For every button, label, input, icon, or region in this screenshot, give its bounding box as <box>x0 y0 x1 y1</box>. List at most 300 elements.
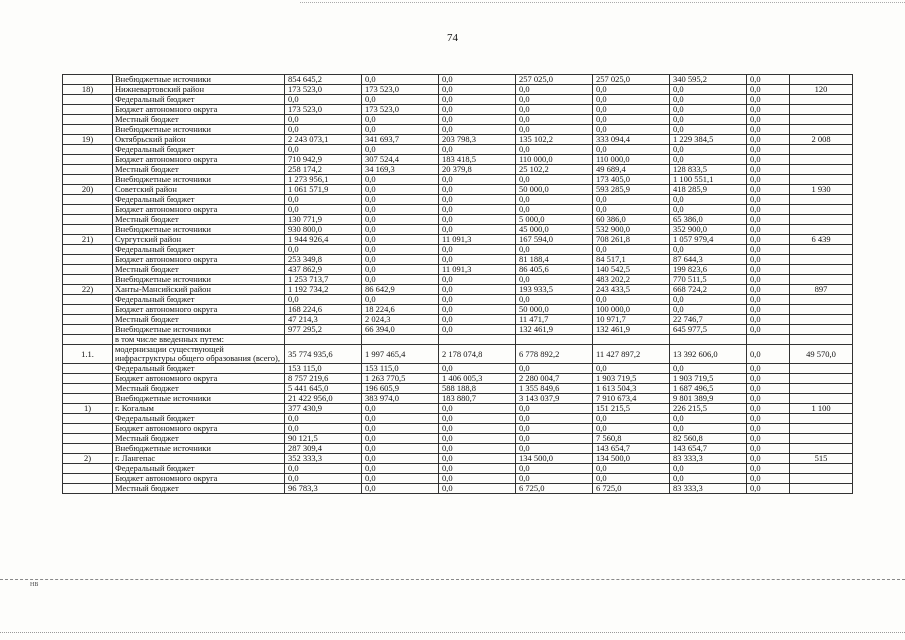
row-name: Федеральный бюджет <box>113 145 285 155</box>
row-value: 1 100 551,1 <box>670 175 747 185</box>
row-value: 0,0 <box>516 403 593 413</box>
row-value: 153 115,0 <box>362 363 439 373</box>
row-value: 5 441 645,0 <box>285 383 362 393</box>
row-value: 0,0 <box>439 115 516 125</box>
table-row <box>63 305 853 315</box>
row-value: 0,0 <box>285 423 362 433</box>
row-value: 340 595,2 <box>670 75 747 85</box>
row-code <box>63 413 113 423</box>
row-value: 0,0 <box>285 205 362 215</box>
row-value: 0,0 <box>593 105 670 115</box>
row-value: 135 102,2 <box>516 135 593 145</box>
row-value: 0,0 <box>285 115 362 125</box>
row-value: 0,0 <box>362 255 439 265</box>
row-value: 226 215,5 <box>670 403 747 413</box>
row-value: 0,0 <box>747 95 790 105</box>
table-row <box>63 185 853 195</box>
row-name: Федеральный бюджет <box>113 363 285 373</box>
row-value: 0,0 <box>516 413 593 423</box>
row-name: Местный бюджет <box>113 315 285 325</box>
row-target <box>790 245 853 255</box>
row-value: 0,0 <box>747 483 790 493</box>
row-value: 0,0 <box>516 295 593 305</box>
row-name: Внебюджетные источники <box>113 443 285 453</box>
row-value: 0,0 <box>747 215 790 225</box>
row-value: 0,0 <box>439 195 516 205</box>
row-code <box>63 165 113 175</box>
row-value: 130 771,9 <box>285 215 362 225</box>
row-code: 18) <box>63 85 113 95</box>
row-value: 0,0 <box>747 325 790 335</box>
row-target <box>790 433 853 443</box>
row-value <box>593 335 670 345</box>
row-value: 0,0 <box>747 285 790 295</box>
row-value: 0,0 <box>747 383 790 393</box>
row-code <box>63 75 113 85</box>
row-value: 20 379,8 <box>439 165 516 175</box>
row-name: Внебюджетные источники <box>113 393 285 403</box>
row-code: 1.1. <box>63 345 113 364</box>
row-value: 0,0 <box>593 145 670 155</box>
row-value: 0,0 <box>439 125 516 135</box>
row-value: 0,0 <box>362 275 439 285</box>
row-value: 0,0 <box>593 115 670 125</box>
row-value: 0,0 <box>747 403 790 413</box>
row-value: 132 461,9 <box>593 325 670 335</box>
row-value: 9 801 389,9 <box>670 393 747 403</box>
row-value: 83 333,3 <box>670 483 747 493</box>
row-value: 140 542,5 <box>593 265 670 275</box>
row-value: 1 944 926,4 <box>285 235 362 245</box>
row-target <box>790 383 853 393</box>
row-value: 0,0 <box>747 413 790 423</box>
row-code <box>63 225 113 235</box>
row-value: 1 061 571,9 <box>285 185 362 195</box>
row-value: 0,0 <box>747 305 790 315</box>
row-value: 45 000,0 <box>516 225 593 235</box>
row-target <box>790 95 853 105</box>
row-value: 0,0 <box>362 403 439 413</box>
row-value: 86 642,9 <box>362 285 439 295</box>
row-value: 11 427 897,2 <box>593 345 670 364</box>
row-value: 47 214,3 <box>285 315 362 325</box>
row-value: 0,0 <box>593 473 670 483</box>
row-value: 0,0 <box>362 205 439 215</box>
row-value: 0,0 <box>362 215 439 225</box>
row-target <box>790 165 853 175</box>
row-value: 50 000,0 <box>516 305 593 315</box>
row-value: 0,0 <box>516 423 593 433</box>
row-value: 0,0 <box>516 363 593 373</box>
row-name: Советский район <box>113 185 285 195</box>
row-name: Бюджет автономного округа <box>113 205 285 215</box>
row-value: 930 800,0 <box>285 225 362 235</box>
row-value: 0,0 <box>747 185 790 195</box>
row-value: 0,0 <box>670 115 747 125</box>
row-value: 0,0 <box>362 95 439 105</box>
row-value: 0,0 <box>362 473 439 483</box>
row-value: 1 687 496,5 <box>670 383 747 393</box>
row-code <box>63 423 113 433</box>
table-row <box>63 145 853 155</box>
row-value: 10 971,7 <box>593 315 670 325</box>
row-code <box>63 305 113 315</box>
row-value: 173 523,0 <box>285 85 362 95</box>
row-value: 0,0 <box>747 443 790 453</box>
row-name: модернизации существующей инфраструктуры общего образования (всего), <box>113 345 285 364</box>
row-value: 0,0 <box>747 85 790 95</box>
table-row <box>63 383 853 393</box>
row-value <box>285 335 362 345</box>
row-value: 0,0 <box>747 275 790 285</box>
table-row <box>63 135 853 145</box>
row-name: Внебюджетные источники <box>113 125 285 135</box>
row-value: 11 091,3 <box>439 265 516 275</box>
footer-mark: НВ <box>30 582 39 588</box>
table-row <box>63 433 853 443</box>
row-value: 0,0 <box>285 473 362 483</box>
row-value <box>516 335 593 345</box>
row-value: 173 523,0 <box>362 105 439 115</box>
row-value: 0,0 <box>362 175 439 185</box>
table-row <box>63 423 853 433</box>
row-code <box>63 155 113 165</box>
row-value: 0,0 <box>439 473 516 483</box>
row-value: 0,0 <box>670 125 747 135</box>
row-value: 645 977,5 <box>670 325 747 335</box>
row-value: 977 295,2 <box>285 325 362 335</box>
row-target: 515 <box>790 453 853 463</box>
row-value: 1 997 465,4 <box>362 345 439 364</box>
page-footer-rule <box>0 579 905 580</box>
row-name: Федеральный бюджет <box>113 413 285 423</box>
row-value: 0,0 <box>439 363 516 373</box>
row-value: 0,0 <box>439 433 516 443</box>
row-value: 34 169,3 <box>362 165 439 175</box>
row-value: 6 725,0 <box>593 483 670 493</box>
row-value: 0,0 <box>362 75 439 85</box>
row-value: 0,0 <box>439 305 516 315</box>
row-value: 437 862,9 <box>285 265 362 275</box>
row-code <box>63 105 113 115</box>
row-target <box>790 145 853 155</box>
row-value: 134 500,0 <box>593 453 670 463</box>
row-value: 0,0 <box>670 295 747 305</box>
row-code <box>63 483 113 493</box>
row-name: Федеральный бюджет <box>113 463 285 473</box>
row-value: 0,0 <box>439 75 516 85</box>
row-value: 333 094,4 <box>593 135 670 145</box>
row-code <box>63 115 113 125</box>
row-code <box>63 265 113 275</box>
row-value: 1 229 384,5 <box>670 135 747 145</box>
row-target <box>790 473 853 483</box>
row-target <box>790 115 853 125</box>
row-target <box>790 105 853 115</box>
table-row <box>63 393 853 403</box>
table-row <box>63 255 853 265</box>
row-value: 84 517,1 <box>593 255 670 265</box>
row-value: 0,0 <box>670 85 747 95</box>
row-value: 2 243 073,1 <box>285 135 362 145</box>
table-row <box>63 245 853 255</box>
table-row <box>63 413 853 423</box>
row-code <box>63 463 113 473</box>
row-code: 20) <box>63 185 113 195</box>
row-value: 18 224,6 <box>362 305 439 315</box>
row-name: Местный бюджет <box>113 483 285 493</box>
row-value: 153 115,0 <box>285 363 362 373</box>
row-value: 0,0 <box>747 315 790 325</box>
row-value: 0,0 <box>747 205 790 215</box>
row-target <box>790 363 853 373</box>
row-name: Федеральный бюджет <box>113 245 285 255</box>
row-value: 60 386,0 <box>593 215 670 225</box>
row-value: 0,0 <box>516 205 593 215</box>
row-value: 0,0 <box>439 423 516 433</box>
row-value: 0,0 <box>439 105 516 115</box>
row-value: 0,0 <box>516 245 593 255</box>
row-name: Местный бюджет <box>113 265 285 275</box>
row-name: Внебюджетные источники <box>113 225 285 235</box>
row-value: 0,0 <box>362 433 439 443</box>
row-value: 770 511,5 <box>670 275 747 285</box>
row-value: 0,0 <box>747 115 790 125</box>
row-name: Внебюджетные источники <box>113 325 285 335</box>
row-code: 22) <box>63 285 113 295</box>
row-value: 1 406 005,3 <box>439 373 516 383</box>
row-value: 377 430,9 <box>285 403 362 413</box>
row-value: 0,0 <box>747 393 790 403</box>
table-row <box>63 115 853 125</box>
row-code: 21) <box>63 235 113 245</box>
row-value: 0,0 <box>593 295 670 305</box>
row-value: 151 215,5 <box>593 403 670 413</box>
row-value: 0,0 <box>285 125 362 135</box>
row-value: 0,0 <box>439 453 516 463</box>
row-name: Местный бюджет <box>113 215 285 225</box>
row-value: 0,0 <box>516 145 593 155</box>
row-code <box>63 275 113 285</box>
row-value: 3 143 037,9 <box>516 393 593 403</box>
row-value: 0,0 <box>439 215 516 225</box>
row-value: 0,0 <box>747 463 790 473</box>
table-row <box>63 235 853 245</box>
row-value: 2 178 074,8 <box>439 345 516 364</box>
row-target: 2 008 <box>790 135 853 145</box>
row-value: 0,0 <box>362 295 439 305</box>
row-value: 0,0 <box>439 185 516 195</box>
table-row <box>63 225 853 235</box>
row-value: 1 253 713,7 <box>285 275 362 285</box>
row-value: 0,0 <box>439 145 516 155</box>
row-value: 0,0 <box>439 95 516 105</box>
row-code <box>63 205 113 215</box>
row-value: 82 560,8 <box>670 433 747 443</box>
table-row <box>63 205 853 215</box>
row-value: 0,0 <box>439 175 516 185</box>
row-value: 0,0 <box>439 463 516 473</box>
row-name: Бюджет автономного округа <box>113 305 285 315</box>
row-value: 0,0 <box>285 95 362 105</box>
row-target <box>790 195 853 205</box>
scan-edge-top <box>300 2 905 3</box>
row-value: 0,0 <box>439 285 516 295</box>
row-name: Внебюджетные источники <box>113 275 285 285</box>
table-row <box>63 75 853 85</box>
row-value: 0,0 <box>439 245 516 255</box>
row-name: Бюджет автономного округа <box>113 373 285 383</box>
row-value: 0,0 <box>439 315 516 325</box>
row-value: 203 798,3 <box>439 135 516 145</box>
row-value: 0,0 <box>362 235 439 245</box>
row-value: 0,0 <box>593 245 670 255</box>
row-name: Местный бюджет <box>113 165 285 175</box>
row-value: 0,0 <box>593 205 670 215</box>
row-value: 0,0 <box>747 145 790 155</box>
row-name: Нижневартовский район <box>113 85 285 95</box>
row-name: Внебюджетные источники <box>113 75 285 85</box>
table-row <box>63 443 853 453</box>
row-name: Бюджет автономного округа <box>113 473 285 483</box>
row-value: 0,0 <box>516 433 593 443</box>
row-value: 83 333,3 <box>670 453 747 463</box>
row-code <box>63 433 113 443</box>
row-value: 11 091,3 <box>439 235 516 245</box>
row-value: 341 693,7 <box>362 135 439 145</box>
row-code: 2) <box>63 453 113 463</box>
row-value: 0,0 <box>747 105 790 115</box>
row-value: 173 523,0 <box>362 85 439 95</box>
row-value: 0,0 <box>593 463 670 473</box>
row-value: 307 524,4 <box>362 155 439 165</box>
budget-table <box>62 74 853 494</box>
row-value: 0,0 <box>516 115 593 125</box>
table-row <box>63 105 853 115</box>
row-target <box>790 225 853 235</box>
row-target <box>790 295 853 305</box>
row-value: 352 333,3 <box>285 453 362 463</box>
table-row <box>63 315 853 325</box>
row-value: 143 654,7 <box>593 443 670 453</box>
row-name: Сургутский район <box>113 235 285 245</box>
row-value: 1 263 770,5 <box>362 373 439 383</box>
row-value: 0,0 <box>593 195 670 205</box>
subheader-text: в том числе введенных путем: <box>113 335 285 345</box>
row-value: 173 523,0 <box>285 105 362 115</box>
row-name: Федеральный бюджет <box>113 295 285 305</box>
row-value: 0,0 <box>362 125 439 135</box>
row-value: 0,0 <box>747 255 790 265</box>
row-value: 253 349,8 <box>285 255 362 265</box>
row-value: 1 273 956,1 <box>285 175 362 185</box>
row-value: 588 188,8 <box>439 383 516 393</box>
row-value: 173 405,0 <box>593 175 670 185</box>
row-value: 0,0 <box>747 165 790 175</box>
table-row <box>63 295 853 305</box>
row-code: 19) <box>63 135 113 145</box>
row-value: 134 500,0 <box>516 453 593 463</box>
row-value: 0,0 <box>670 155 747 165</box>
row-target: 1 930 <box>790 185 853 195</box>
row-value: 0,0 <box>439 85 516 95</box>
row-value: 0,0 <box>670 363 747 373</box>
table-row <box>63 325 853 335</box>
row-value: 0,0 <box>747 125 790 135</box>
row-target <box>790 463 853 473</box>
row-code <box>63 363 113 373</box>
row-target <box>790 75 853 85</box>
row-value <box>747 335 790 345</box>
row-name: Бюджет автономного округа <box>113 423 285 433</box>
table-subheader-row <box>63 335 853 345</box>
row-target <box>790 423 853 433</box>
row-value: 0,0 <box>285 295 362 305</box>
row-value <box>790 335 853 345</box>
row-value: 86 405,6 <box>516 265 593 275</box>
row-target <box>790 483 853 493</box>
row-value: 0,0 <box>747 195 790 205</box>
row-code <box>63 195 113 205</box>
row-value <box>439 335 516 345</box>
row-value: 132 461,9 <box>516 325 593 335</box>
row-value: 0,0 <box>362 413 439 423</box>
row-value: 50 000,0 <box>516 185 593 195</box>
row-value: 0,0 <box>747 155 790 165</box>
row-value: 483 202,2 <box>593 275 670 285</box>
row-value: 6 725,0 <box>516 483 593 493</box>
row-value: 0,0 <box>285 195 362 205</box>
row-value: 0,0 <box>516 473 593 483</box>
row-value: 1 355 849,6 <box>516 383 593 393</box>
row-value: 0,0 <box>439 325 516 335</box>
table-row <box>63 165 853 175</box>
row-value: 1 192 734,2 <box>285 285 362 295</box>
row-target: 1 100 <box>790 403 853 413</box>
row-value: 6 778 892,2 <box>516 345 593 364</box>
row-value: 0,0 <box>747 235 790 245</box>
row-value: 383 974,0 <box>362 393 439 403</box>
row-name: Местный бюджет <box>113 433 285 443</box>
row-value: 0,0 <box>593 363 670 373</box>
row-target <box>790 155 853 165</box>
row-value: 128 833,5 <box>670 165 747 175</box>
row-target <box>790 325 853 335</box>
row-value: 0,0 <box>670 195 747 205</box>
row-value: 35 774 935,6 <box>285 345 362 364</box>
row-code <box>63 245 113 255</box>
table-row <box>63 125 853 135</box>
row-value: 196 605,9 <box>362 383 439 393</box>
row-value: 0,0 <box>670 245 747 255</box>
row-value: 0,0 <box>516 195 593 205</box>
row-value: 1 903 719,5 <box>670 373 747 383</box>
row-value: 0,0 <box>747 175 790 185</box>
row-code <box>63 335 113 345</box>
row-code <box>63 383 113 393</box>
row-target <box>790 275 853 285</box>
row-code <box>63 255 113 265</box>
row-value: 0,0 <box>362 225 439 235</box>
row-target <box>790 175 853 185</box>
row-value: 0,0 <box>362 185 439 195</box>
row-value: 0,0 <box>747 373 790 383</box>
row-value: 1 057 979,4 <box>670 235 747 245</box>
row-value: 418 285,9 <box>670 185 747 195</box>
row-code <box>63 373 113 383</box>
row-value: 0,0 <box>362 483 439 493</box>
row-value: 0,0 <box>439 295 516 305</box>
